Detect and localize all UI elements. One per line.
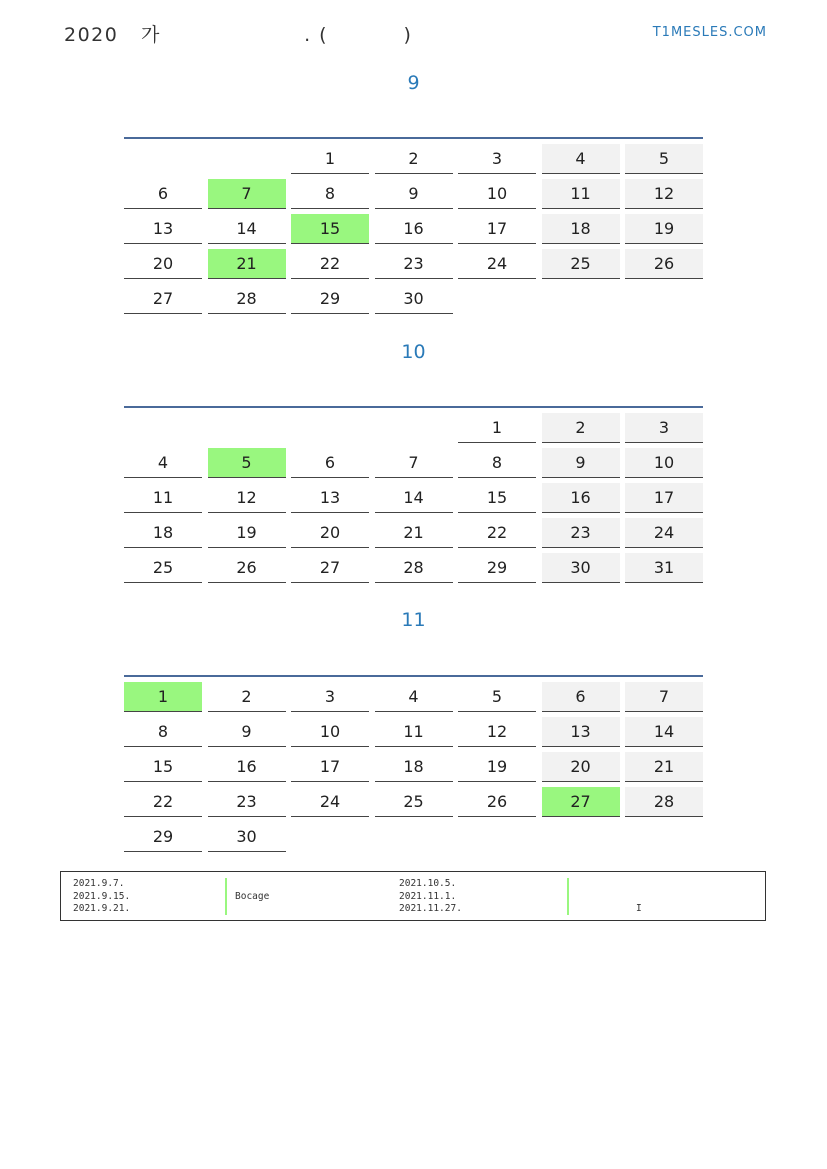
- day-cell: 3: [625, 413, 703, 443]
- day-cell: 20: [124, 249, 202, 279]
- legend-right-names: [636, 878, 642, 916]
- empty-day-cell: [542, 822, 620, 852]
- day-cell: 9: [208, 717, 286, 747]
- day-cell: 17: [625, 483, 703, 513]
- day-cell: 1: [458, 413, 536, 443]
- day-cell: 18: [542, 214, 620, 244]
- day-cell: 22: [291, 249, 369, 279]
- day-cell: 24: [625, 518, 703, 548]
- day-cell: 26: [208, 553, 286, 583]
- day-cell: 30: [375, 284, 453, 314]
- day-cell: 8: [124, 717, 202, 747]
- empty-day-cell: [291, 822, 369, 852]
- day-cell: 12: [458, 717, 536, 747]
- day-cell: 27: [542, 787, 620, 817]
- day-cell: 30: [542, 553, 620, 583]
- empty-day-cell: [458, 822, 536, 852]
- day-cell: 13: [291, 483, 369, 513]
- day-cell: 13: [124, 214, 202, 244]
- day-cell: 11: [542, 179, 620, 209]
- empty-day-cell: [124, 144, 202, 174]
- legend-holiday-name: [636, 878, 642, 891]
- day-cell: 11: [124, 483, 202, 513]
- calendar-grid: [124, 682, 703, 852]
- empty-day-cell: [625, 822, 703, 852]
- calendar-grid: [124, 144, 703, 314]
- day-cell: 17: [291, 752, 369, 782]
- legend-color-bar: [225, 878, 227, 915]
- day-cell: 4: [542, 144, 620, 174]
- day-cell: 21: [208, 249, 286, 279]
- day-cell: 19: [625, 214, 703, 244]
- day-cell: 2: [375, 144, 453, 174]
- day-cell: 17: [458, 214, 536, 244]
- day-cell: 4: [124, 448, 202, 478]
- empty-day-cell: [208, 413, 286, 443]
- day-cell: 3: [458, 144, 536, 174]
- day-cell: 26: [458, 787, 536, 817]
- day-cell: 23: [542, 518, 620, 548]
- day-cell: 15: [124, 752, 202, 782]
- day-cell: 25: [542, 249, 620, 279]
- empty-day-cell: [208, 144, 286, 174]
- day-cell: 4: [375, 682, 453, 712]
- day-cell: 5: [458, 682, 536, 712]
- day-cell: 10: [625, 448, 703, 478]
- day-cell: 24: [291, 787, 369, 817]
- day-cell: 7: [375, 448, 453, 478]
- day-cell: 5: [625, 144, 703, 174]
- day-cell: 19: [208, 518, 286, 548]
- empty-day-cell: [291, 413, 369, 443]
- legend-date: 2021.9.21.: [73, 903, 131, 914]
- legend-holiday-name: [235, 878, 269, 891]
- legend-holiday-name: [235, 903, 269, 916]
- day-cell: 7: [625, 682, 703, 712]
- legend-color-bar: [567, 878, 569, 915]
- day-cell: 1: [291, 144, 369, 174]
- day-cell: 6: [124, 179, 202, 209]
- legend-right-dates: [399, 878, 462, 916]
- legend-date: 2021.9.15.: [73, 890, 131, 902]
- calendar-october: [124, 406, 703, 583]
- day-cell: 21: [375, 518, 453, 548]
- day-cell: 14: [625, 717, 703, 747]
- day-cell: 27: [124, 284, 202, 314]
- day-cell: 19: [458, 752, 536, 782]
- site-link[interactable]: T1MESLES.COM: [652, 25, 767, 40]
- day-cell: 2: [208, 682, 286, 712]
- calendar-september: [124, 137, 703, 314]
- day-cell: 9: [375, 179, 453, 209]
- day-cell: 21: [625, 752, 703, 782]
- day-cell: 6: [542, 682, 620, 712]
- day-cell: 29: [291, 284, 369, 314]
- day-cell: 27: [291, 553, 369, 583]
- day-cell: 29: [458, 553, 536, 583]
- day-cell: 12: [208, 483, 286, 513]
- day-cell: 15: [291, 214, 369, 244]
- day-cell: 14: [375, 483, 453, 513]
- month-title-october: 10: [401, 341, 426, 363]
- day-cell: 22: [458, 518, 536, 548]
- legend-left-dates: [73, 878, 130, 916]
- day-cell: 18: [375, 752, 453, 782]
- legend-left-names: [235, 878, 269, 916]
- day-cell: 25: [124, 553, 202, 583]
- empty-day-cell: [542, 284, 620, 314]
- day-cell: 31: [625, 553, 703, 583]
- day-cell: 24: [458, 249, 536, 279]
- empty-day-cell: [625, 284, 703, 314]
- day-cell: 10: [458, 179, 536, 209]
- day-cell: 10: [291, 717, 369, 747]
- day-cell: 18: [124, 518, 202, 548]
- holiday-legend: [60, 871, 766, 921]
- calendar-november: [124, 675, 703, 852]
- day-cell: 5: [208, 448, 286, 478]
- day-cell: 28: [375, 553, 453, 583]
- calendar-grid: [124, 413, 703, 583]
- empty-day-cell: [458, 284, 536, 314]
- day-cell: 3: [291, 682, 369, 712]
- day-cell: 16: [542, 483, 620, 513]
- legend-holiday-name: I: [636, 903, 642, 914]
- empty-day-cell: [375, 413, 453, 443]
- day-cell: 14: [208, 214, 286, 244]
- day-cell: 12: [625, 179, 703, 209]
- day-cell: 23: [208, 787, 286, 817]
- day-cell: 15: [458, 483, 536, 513]
- day-cell: 23: [375, 249, 453, 279]
- day-cell: 20: [542, 752, 620, 782]
- month-title-november: 11: [401, 609, 426, 631]
- empty-day-cell: [375, 822, 453, 852]
- day-cell: 16: [375, 214, 453, 244]
- day-cell: 1: [124, 682, 202, 712]
- legend-holiday-name: Bocage: [235, 890, 270, 902]
- day-cell: 29: [124, 822, 202, 852]
- day-cell: 11: [375, 717, 453, 747]
- day-cell: 6: [291, 448, 369, 478]
- day-cell: 30: [208, 822, 286, 852]
- day-cell: 16: [208, 752, 286, 782]
- day-cell: 9: [542, 448, 620, 478]
- legend-date: 2021.11.27.: [399, 903, 462, 914]
- page-title: 2020 가 . ( ): [64, 24, 413, 46]
- day-cell: 2: [542, 413, 620, 443]
- day-cell: 8: [291, 179, 369, 209]
- day-cell: 28: [625, 787, 703, 817]
- day-cell: 8: [458, 448, 536, 478]
- day-cell: 20: [291, 518, 369, 548]
- day-cell: 28: [208, 284, 286, 314]
- day-cell: 25: [375, 787, 453, 817]
- day-cell: 13: [542, 717, 620, 747]
- legend-date: 2021.11.1.: [399, 890, 457, 902]
- month-title-september: 9: [407, 72, 420, 94]
- day-cell: 22: [124, 787, 202, 817]
- empty-day-cell: [124, 413, 202, 443]
- legend-holiday-name: [636, 891, 642, 904]
- legend-date: 2021.9.7.: [73, 878, 125, 889]
- day-cell: 7: [208, 179, 286, 209]
- legend-date: 2021.10.5.: [399, 878, 457, 889]
- day-cell: 26: [625, 249, 703, 279]
